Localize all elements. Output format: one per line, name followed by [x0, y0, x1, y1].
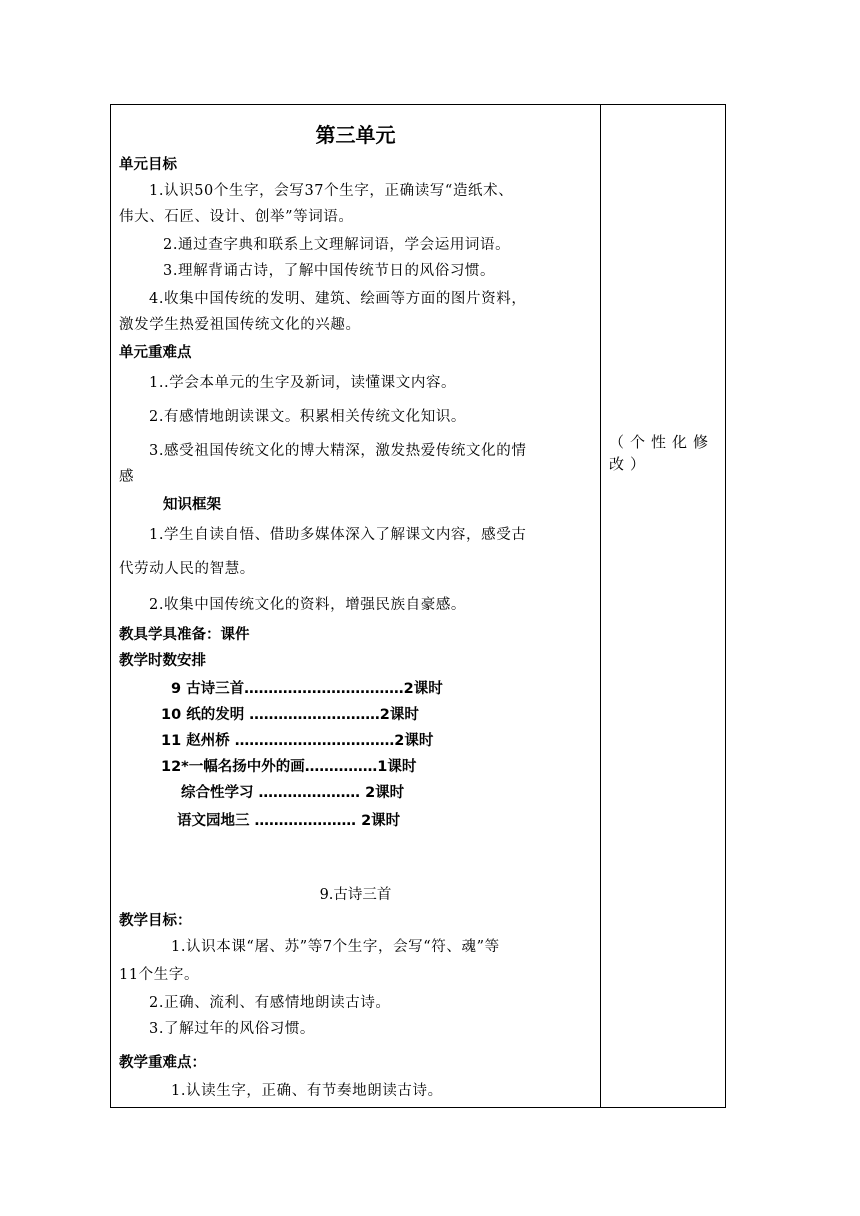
lesson-goal-line: 2.正确、流利、有感情地朗读古诗。 [149, 995, 391, 1011]
unit-keypoint-line: 2.有感情地朗读课文。积累相关传统文化知识。 [149, 409, 467, 425]
schedule-item: 12*一幅名扬中外的画……………1课时 [161, 759, 417, 775]
personal-revision-note: （个性化修改） [609, 433, 715, 473]
lesson-goals-heading: 教学目标： [119, 913, 192, 929]
main-column [111, 105, 600, 1107]
schedule-item: 综合性学习 ………………… 2课时 [181, 785, 405, 801]
unit-goals-heading: 单元目标 [119, 157, 177, 173]
lesson-plan-table [110, 104, 726, 1108]
unit-goal-line: 4.收集中国传统的发明、建筑、绘画等方面的图片资料， [149, 291, 527, 307]
unit-goal-line: 激发学生热爱祖国传统文化的兴趣。 [119, 317, 361, 333]
lesson-title: 9.古诗三首 [319, 887, 392, 903]
side-column [601, 105, 725, 1107]
unit-goal-line: 伟大、石匠、设计、创举”等词语。 [119, 209, 354, 225]
unit-keypoint-line: 3.感受祖国传统文化的博大精深，激发热爱传统文化的情 [149, 443, 527, 459]
framework-line: 2.收集中国传统文化的资料，增强民族自豪感。 [149, 597, 467, 613]
unit-goal-line: 1.认识50个生字，会写37个生字，正确读写“造纸术、 [149, 183, 514, 199]
materials-line: 教具学具准备：课件 [119, 627, 250, 643]
framework-line: 代劳动人民的智慧。 [119, 561, 255, 577]
schedule-item: 9 古诗三首……………………………2课时 [171, 681, 443, 697]
lesson-goal-line: 1.认识本课“屠、苏”等7个生字，会写“符、魂”等 [171, 939, 500, 955]
unit-goal-line: 3.理解背诵古诗，了解中国传统节日的风俗习惯。 [163, 263, 496, 279]
schedule-item: 语文园地三 ………………… 2课时 [177, 813, 401, 829]
schedule-item: 10 纸的发明 ………………………2课时 [161, 707, 419, 723]
unit-keypoint-line: 感 [119, 469, 135, 485]
framework-line: 1.学生自读自悟、借助多媒体深入了解课文内容，感受古 [149, 527, 527, 543]
lesson-keypoint-line: 1.认读生字，正确、有节奏地朗读古诗。 [171, 1083, 443, 1099]
lesson-goal-line: 11个生字。 [119, 967, 200, 983]
schedule-item: 11 赵州桥 ……………………………2课时 [161, 733, 434, 749]
schedule-heading: 教学时数安排 [119, 653, 206, 669]
lesson-keypoints-heading: 教学重难点： [119, 1055, 206, 1071]
unit-title: 第三单元 [315, 123, 396, 147]
unit-keypoint-line: 1..学会本单元的生字及新词，读懂课文内容。 [149, 375, 457, 391]
unit-goal-line: 2.通过查字典和联系上文理解词语，学会运用词语。 [163, 237, 511, 253]
lesson-goal-line: 3.了解过年的风俗习惯。 [149, 1021, 316, 1037]
framework-heading: 知识框架 [163, 497, 221, 513]
unit-keypoints-heading: 单元重难点 [119, 345, 192, 361]
